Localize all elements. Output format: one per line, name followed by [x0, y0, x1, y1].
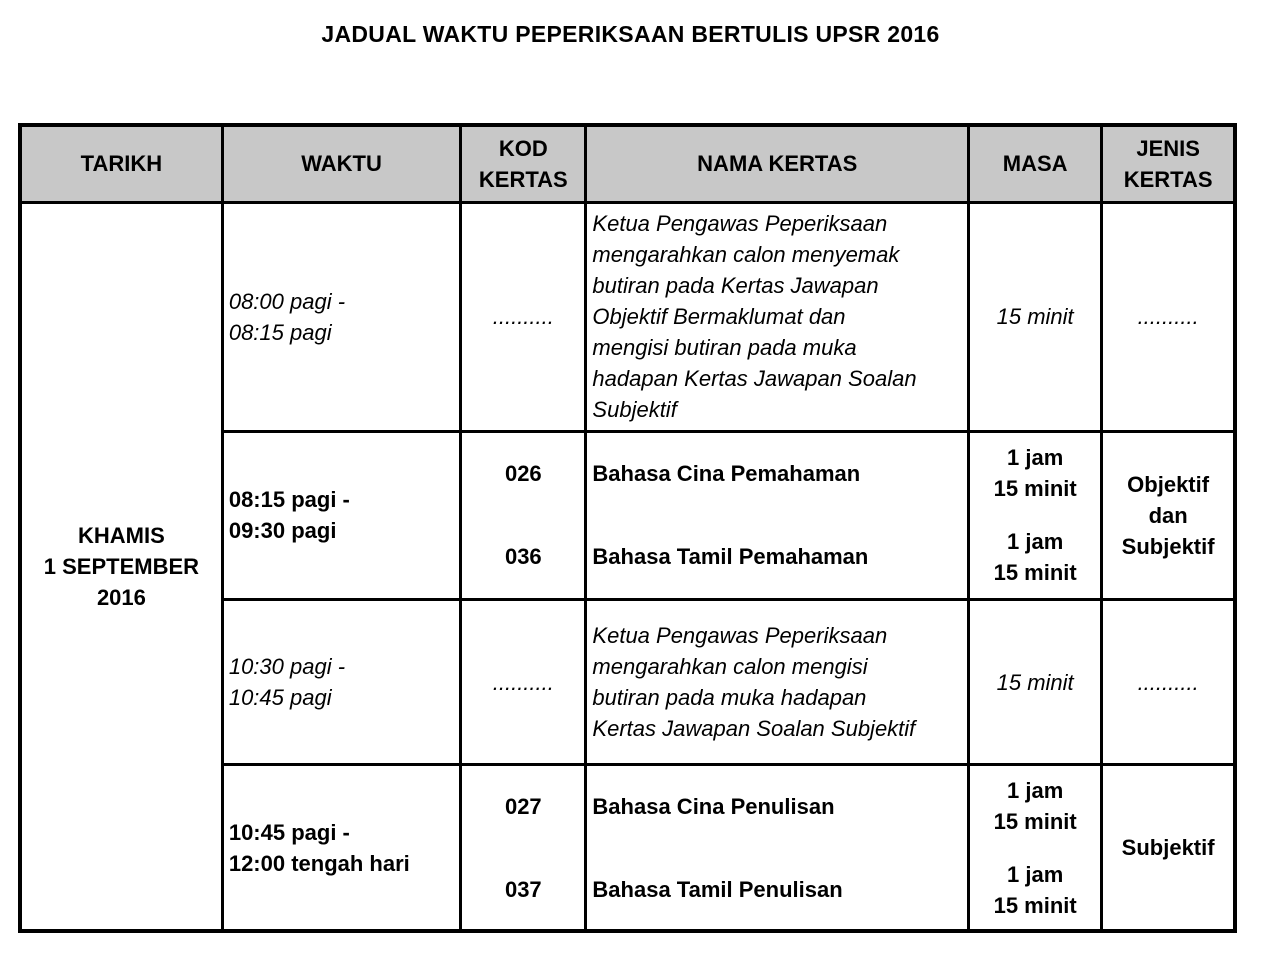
kod-value: 027 — [504, 793, 542, 819]
kod-cell — [461, 765, 586, 931]
header-row — [20, 125, 1235, 202]
nama-value: Bahasa Tamil Pemahaman — [592, 544, 869, 570]
masa-cell — [969, 765, 1102, 931]
header-tarikh: TARIKH — [20, 125, 222, 202]
nama-cell: Ketua Pengawas Peperiksaan mengarahkan calon mengisi butiran pada muka hadapan Kertas Jawapan Soalan Subjektif — [586, 600, 969, 765]
kod-cell: .......... — [461, 202, 586, 431]
masa-value: 1 jam 15 minit — [993, 529, 1077, 586]
nama-value: Bahasa Cina Pemahaman — [592, 461, 861, 487]
nama-value: Bahasa Cina Penulisan — [592, 793, 835, 819]
header-masa: MASA — [969, 125, 1102, 202]
waktu-cell: 08:00 pagi - 08:15 pagi — [222, 202, 460, 431]
kod-value: 037 — [504, 876, 542, 902]
masa-cell — [969, 431, 1102, 599]
masa-cell: 15 minit — [969, 202, 1102, 431]
header-nama-kertas: NAMA KERTAS — [586, 125, 969, 202]
masa-value: 1 jam 15 minit — [993, 445, 1077, 502]
kod-value: 026 — [504, 461, 542, 487]
table-row — [20, 202, 1235, 431]
jenis-cell: Subjektif — [1102, 765, 1235, 931]
jenis-cell: Objektif dan Subjektif — [1102, 431, 1235, 599]
kod-value: 036 — [504, 544, 542, 570]
header-kod-kertas: KOD KERTAS — [461, 125, 586, 202]
waktu-cell: 10:30 pagi - 10:45 pagi — [222, 600, 460, 765]
kod-cell: .......... — [461, 600, 586, 765]
waktu-cell: 08:15 pagi - 09:30 pagi — [222, 431, 460, 599]
waktu-cell: 10:45 pagi - 12:00 tengah hari — [222, 765, 460, 931]
exam-schedule-table — [18, 123, 1237, 933]
date-cell: KHAMIS 1 SEPTEMBER 2016 — [20, 202, 222, 931]
header-jenis-kertas: JENIS KERTAS — [1102, 125, 1235, 202]
masa-value: 1 jam 15 minit — [993, 777, 1077, 834]
page-title: JADUAL WAKTU PEPERIKSAAN BERTULIS UPSR 2016 — [321, 21, 940, 47]
nama-cell — [586, 431, 969, 599]
masa-cell: 15 minit — [969, 600, 1102, 765]
nama-value: Bahasa Tamil Penulisan — [592, 876, 843, 902]
header-waktu: WAKTU — [222, 125, 460, 202]
jenis-cell: .......... — [1102, 600, 1235, 765]
kod-cell — [461, 431, 586, 599]
masa-value: 1 jam 15 minit — [993, 861, 1077, 918]
jenis-cell: .......... — [1102, 202, 1235, 431]
nama-cell: Ketua Pengawas Peperiksaan mengarahkan calon menyemak butiran pada Kertas Jawapan Objektif Bermaklumat dan mengisi butiran pada muka hadapan Kertas Jawapan Soalan Subjektif — [586, 202, 969, 431]
nama-cell — [586, 765, 969, 931]
